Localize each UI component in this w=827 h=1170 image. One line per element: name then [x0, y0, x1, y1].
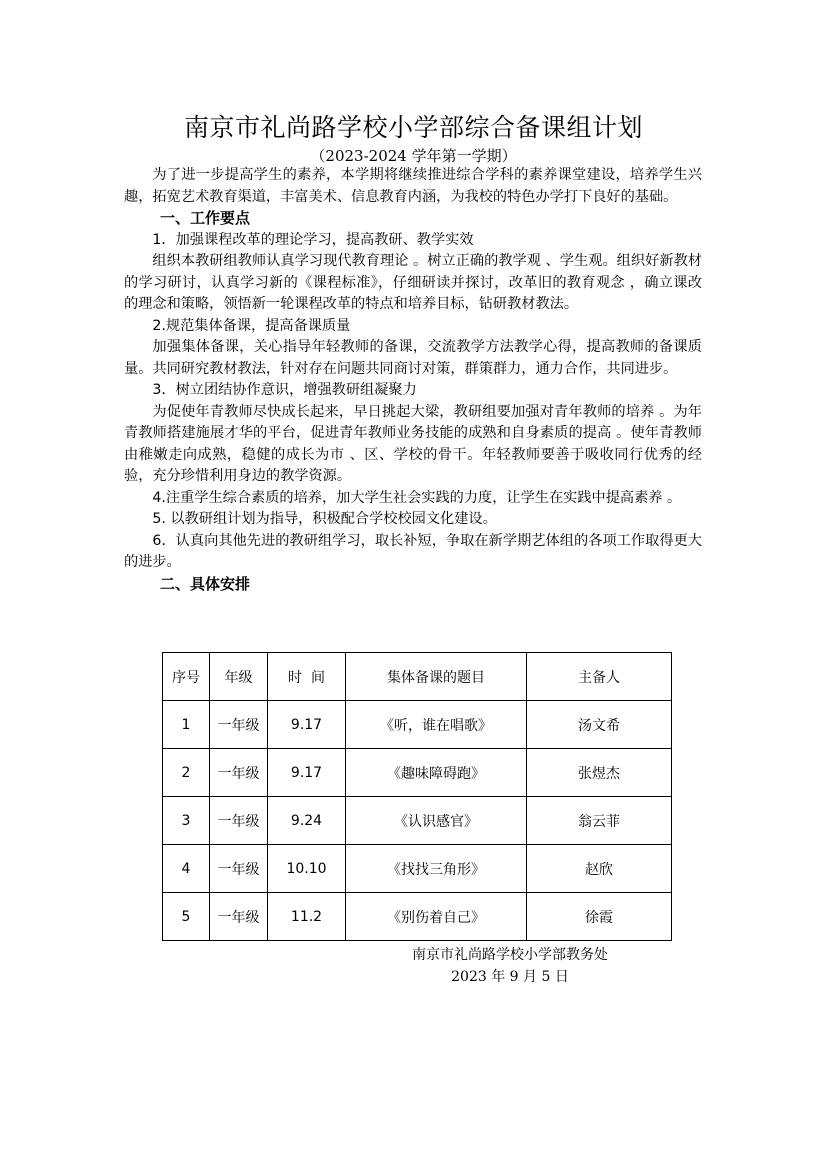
- table-cell: 翁云菲: [527, 797, 672, 845]
- header-cell: 年级: [210, 653, 268, 701]
- item-heading-4: 4.注重学生综合素质的培养，加大学生社会实践的力度，让学生在实践中提高素养 。: [152, 489, 682, 506]
- item-text-1: 组织本教研组教师认真学习现代教育理论 。树立正确的教学观 、学生观。组织好新教材的学习研讨，认真学习新的《课程标准》，仔细研读并探讨，改革旧的教育观念 ，确立课改的理念和策略，领悟新一轮课程改革的特点和培养目标，钻研教材教法。: [124, 253, 702, 312]
- section-heading-work-points: 一、工作要点: [160, 209, 251, 227]
- item-text-2: 加强集体备课，关心指导年轻教师的备课，交流教学方法教学心得，提高教师的备课质量。共同研究教材教法，针对存在问题共同商讨对策，群策群力，通力合作，共同进步。: [124, 339, 702, 377]
- table-cell: 张煜杰: [527, 749, 672, 797]
- table-cell: 一年级: [210, 749, 268, 797]
- table-cell: 2: [163, 749, 210, 797]
- table-cell: 徐霞: [527, 893, 672, 941]
- table-row: [163, 701, 672, 749]
- item-text-3: 为促使年青教师尽快成长起来，早日挑起大梁，教研组要加强对青年教师的培养 。为年青教师搭建施展才华的平台，促进青年教师业务技能的成熟和自身素质的提高 。使年青教师由稚嫩走向成熟，稳健的成长为市 、区、学校的骨干。年轻教师要善于吸收同行优秀的经验，充分珍惜利用身边的教学资源。: [124, 403, 702, 484]
- table-cell: 一年级: [210, 701, 268, 749]
- table-cell: 9.17: [268, 749, 346, 797]
- table-cell: 赵欣: [527, 845, 672, 893]
- item-heading-5: 5. 以教研组计划为指导，积极配合学校校园文化建设。: [152, 511, 497, 527]
- table-cell: 10.10: [268, 845, 346, 893]
- table-cell: 《找找三角形》: [346, 845, 527, 893]
- table-cell: 9.24: [268, 797, 346, 845]
- signature-office: 南京市礼尚路学校小学部教务处: [412, 947, 608, 963]
- table-cell: 9.17: [268, 701, 346, 749]
- table-cell: 11.2: [268, 893, 346, 941]
- header-cell: 序号: [163, 653, 210, 701]
- item-heading-3: 3．树立团结协作意识，增强教研组凝聚力: [152, 382, 417, 398]
- header-cell: 集体备课的题目: [346, 653, 527, 701]
- table-cell: 《听，谁在唱歌》: [346, 701, 527, 749]
- document-subtitle: （2023-2024 学年第一学期）: [310, 147, 517, 165]
- header-cell: 时 间: [268, 653, 346, 701]
- table-cell: 汤文希: [527, 701, 672, 749]
- table-row: [163, 797, 672, 845]
- table-header-row: [163, 653, 672, 701]
- table-cell: 一年级: [210, 797, 268, 845]
- schedule-table: [162, 652, 672, 941]
- table-cell: 《认识感官》: [346, 797, 527, 845]
- document-title: 南京市礼尚路学校小学部综合备课组计划: [183, 113, 643, 142]
- intro-paragraph: 为了进一步提高学生的素养，本学期将继续推进综合学科的素养课堂建设，培养学生兴趣，拓宽艺术教育渠道，丰富美术、信息教育内涵，为我校的特色办学打下良好的基础。: [124, 167, 702, 205]
- table-cell: 3: [163, 797, 210, 845]
- item-heading-6: 6．认真向其他先进的教研组学习，取长补短，争取在新学期艺体组的各项工作取得更大的进步。: [124, 532, 702, 570]
- document-body: [124, 165, 702, 595]
- table-row: [163, 749, 672, 797]
- table-cell: 《趣味障碍跑》: [346, 749, 527, 797]
- table-row: [163, 893, 672, 941]
- table-cell: 5: [163, 893, 210, 941]
- item-heading-1: 1．加强课程改革的理论学习，提高教研、教学实效: [152, 231, 474, 248]
- table-cell: 一年级: [210, 893, 268, 941]
- table-cell: 4: [163, 845, 210, 893]
- table-cell: 一年级: [210, 845, 268, 893]
- table-row: [163, 845, 672, 893]
- signature-date: 2023 年 9 月 5 日: [451, 969, 569, 985]
- item-heading-2: 2.规范集体备课，提高备课质量: [152, 317, 351, 334]
- header-cell: 主备人: [527, 653, 672, 701]
- section-heading-schedule: 二、具体安排: [160, 574, 251, 593]
- table-cell: 《别伤着自己》: [346, 893, 527, 941]
- table-cell: 1: [163, 701, 210, 749]
